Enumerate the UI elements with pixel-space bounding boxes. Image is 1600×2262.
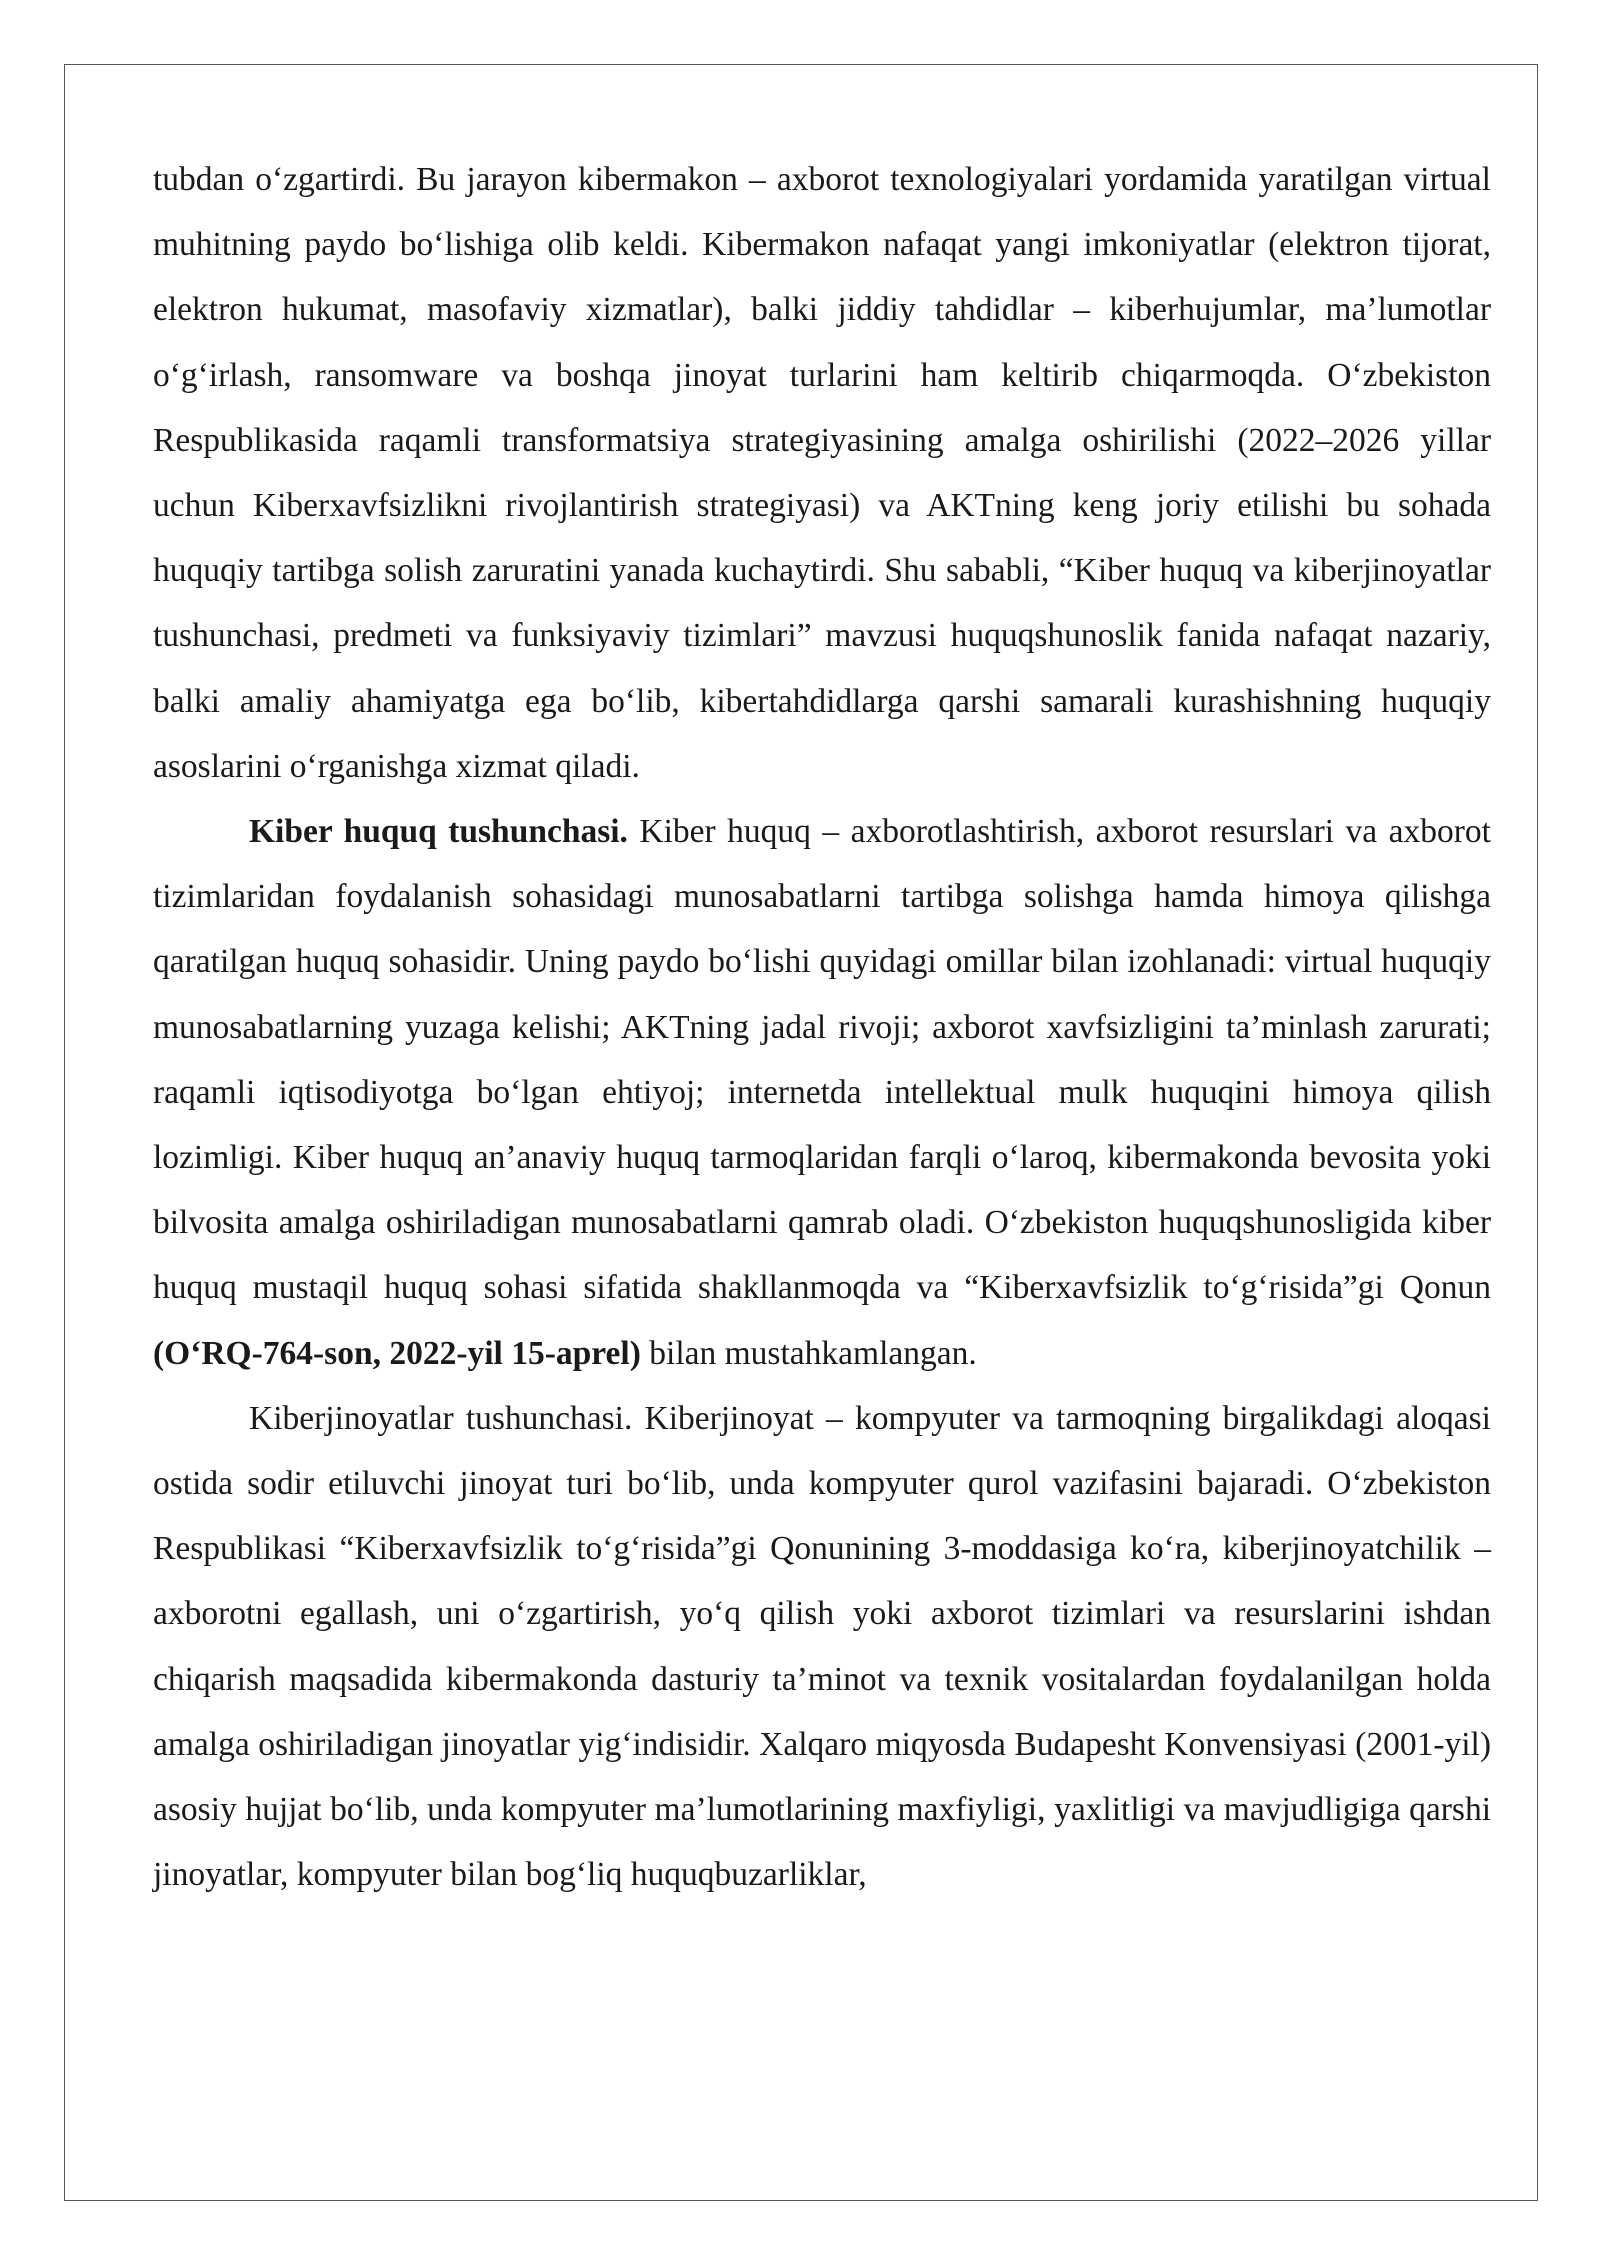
- section-heading-cyber-law: Kiber huquq tushunchasi.: [249, 813, 628, 851]
- paragraph-cyber-law-tail: bilan mustahkamlangan.: [640, 1334, 977, 1372]
- paragraph-intro: tubdan o‘zgartirdi. Bu jarayon kibermakon – axborot texnologiyalari yordamida yaratilgan virtual muhitning paydo bo‘lishiga olib keldi. Kibermakon nafaqat yangi imkoniyatlar (elektron tijorat, elektron hukumat, masofaviy xizmatlar), balki jiddiy tahdidlar – kiberhujumlar, ma’lumotlar o‘g‘irlash, ransomware va boshqa jinoyat turlarini ham keltirib chiqarmoqda. O‘zbekiston Respublikasida raqamli transformatsiya strategiyasining amalga oshirilishi (2022–2026 yillar uchun Kiberxavfsizlikni rivojlantirish strategiyasi) va AKTning keng joriy etilishi bu sohada huquqiy tartibga solish zaruratini yanada kuchaytirdi. Shu sababli, “Kiber huquq va kiberjinoyatlar tushunchasi, predmeti va funksiyaviy tizimlari” mavzusi huquqshunoslik fanida nafaqat nazariy, balki amaliy ahamiyatga ega bo‘lib, kibertahdidlarga qarshi samarali kurashishning huquqiy asoslarini o‘rganishga xizmat qiladi.: [153, 161, 1491, 785]
- paragraph-cybercrime: Kiberjinoyatlar tushunchasi. Kiberjinoyat – kompyuter va tarmoqning birgalikdagi aloqasi ostida sodir etiluvchi jinoyat turi bo‘lib, unda kompyuter qurol vazifasini bajaradi. O‘zbekiston Respublikasi “Kiberxavfsizlik to‘g‘risida”gi Qonunining 3-moddasiga ko‘ra, kiberjinoyatchilik – axborotni egallash, uni o‘zgartirish, yo‘q qilish yoki axborot tizimlari va resurslarini ishdan chiqarish maqsadida kibermakonda dasturiy ta’minot va texnik vositalardan foydalanilgan holda amalga oshiriladigan jinoyatlar yig‘indisidir. Xalqaro miqyosda Budapesht Konvensiyasi (2001-yil) asosiy hujjat bo‘lib, unda kompyuter ma’lumotlarining maxfiyligi, yaxlitligi va mavjudligiga qarshi jinoyatlar, kompyuter bilan bog‘liq huquqbuzarliklar,: [153, 1399, 1491, 1894]
- law-reference: (O‘RQ-764-son, 2022-yil 15-aprel): [153, 1334, 641, 1372]
- paragraph-cyber-law: [153, 799, 1491, 1386]
- document-body: [153, 147, 1491, 1907]
- paragraph-cyber-law-text: Kiber huquq – axborotlashtirish, axborot resurslari va axborot tizimlaridan foydalanish sohasidagi munosabatlarni tartibga solishga hamda himoya qilishga qaratilgan huquq sohasidir. Uning paydo bo‘lishi quyidagi omillar bilan izohlanadi: virtual huquqiy munosabatlarning yuzaga kelishi; AKTning jadal rivoji; axborot xavfsizligini ta’minlash zarurati; raqamli iqtisodiyotga bo‘lgan ehtiyoj; internetda intellektual mulk huquqini himoya qilish lozimligi. Kiber huquq an’anaviy huquq tarmoqlaridan farqli o‘laroq, kibermakonda bevosita yoki bilvosita amalga oshiriladigan munosabatlarni qamrab oladi. O‘zbekiston huquqshunosligida kiber huquq mustaqil huquq sohasi sifatida shakllanmoqda va “Kiberxavfsizlik to‘g‘risida”gi Qonun: [153, 813, 1491, 1307]
